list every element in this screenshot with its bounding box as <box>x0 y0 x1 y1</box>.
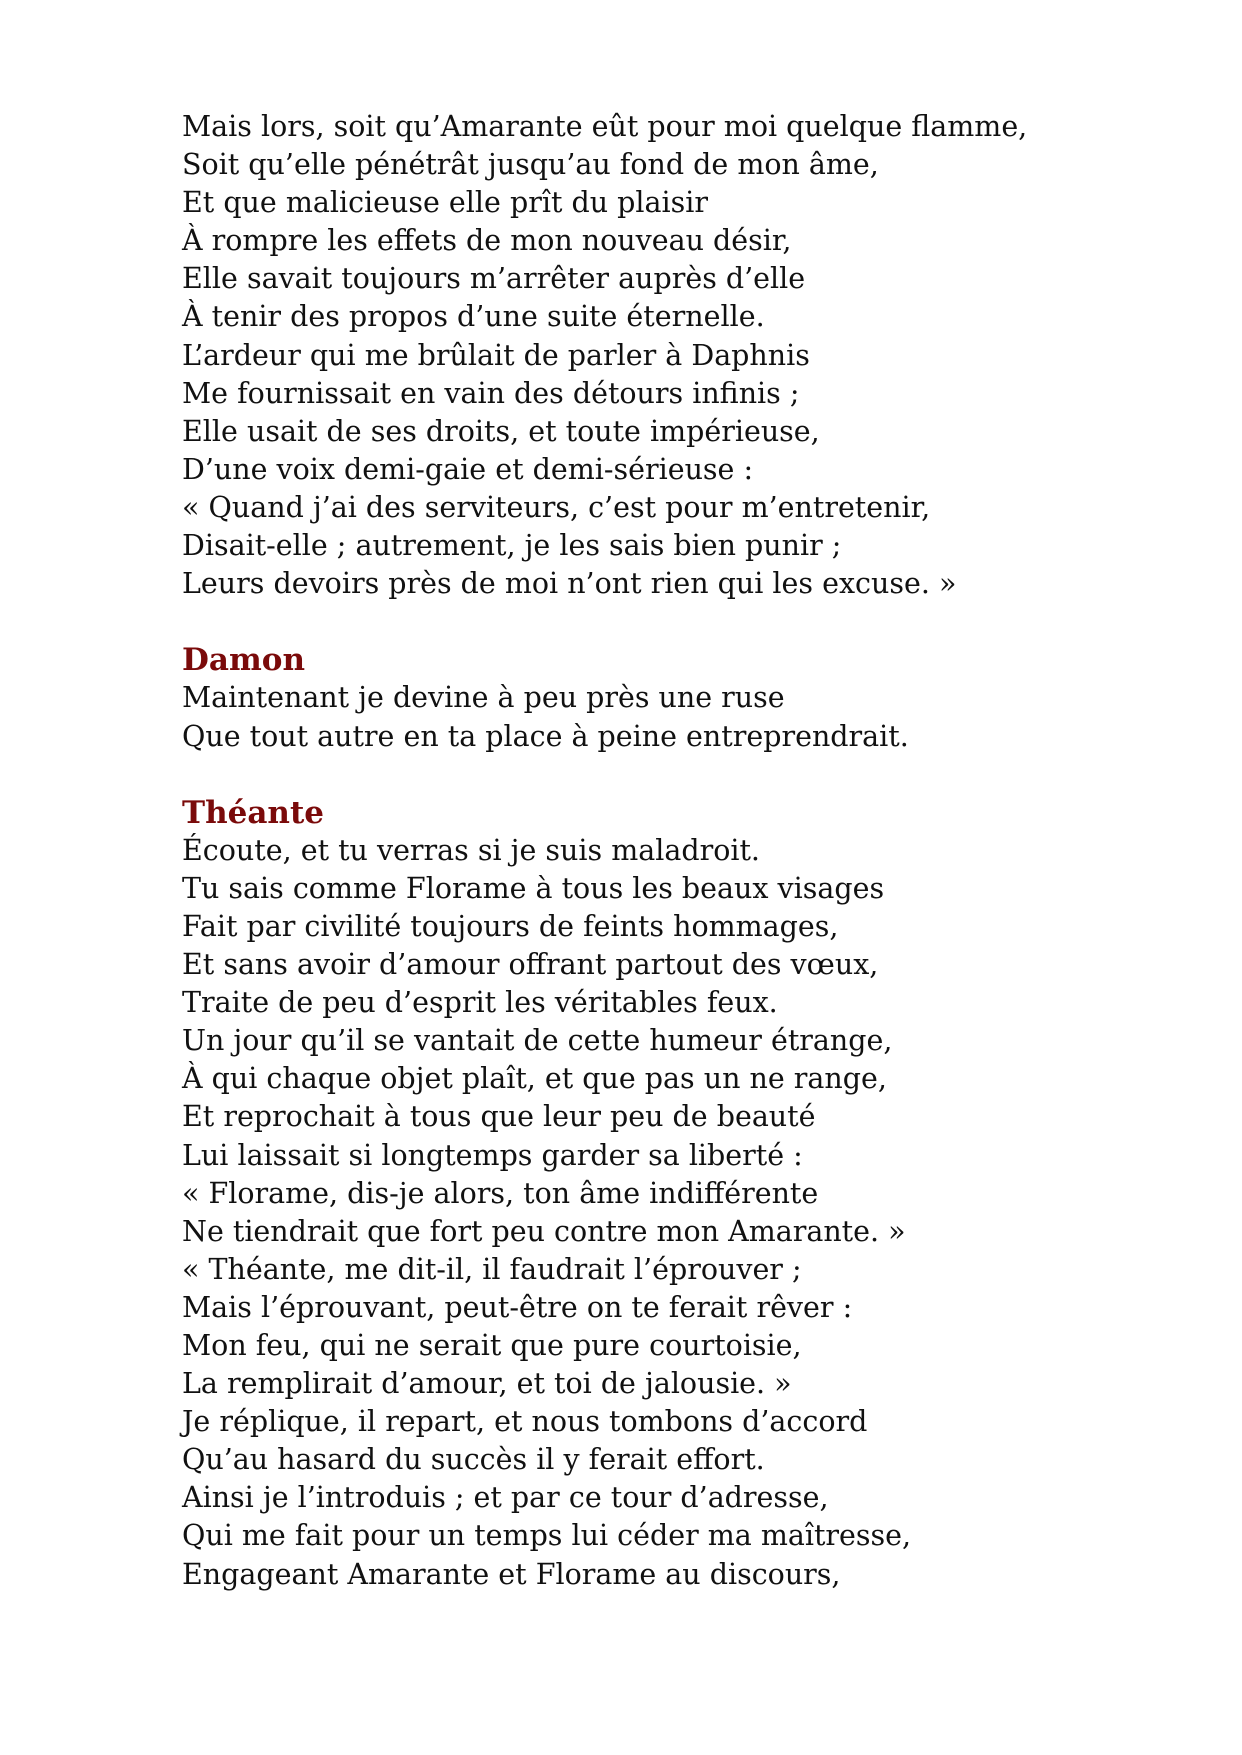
verse-line: L’ardeur qui me brûlait de parler à Daphnis <box>182 338 810 372</box>
verse-line: Que tout autre en ta place à peine entreprendrait. <box>182 719 909 753</box>
verse-line: Me fournissait en vain des détours infinis ; <box>182 376 800 410</box>
speaker-name-damon: Damon <box>182 642 305 679</box>
verse-line: Mais l’éprouvant, peut-être on te ferait rêver : <box>182 1290 853 1324</box>
damon-speech <box>182 641 1182 755</box>
verse-line: « Théante, me dit-il, il faudrait l’éprouver ; <box>182 1252 802 1286</box>
verse-line: Traite de peu d’esprit les véritables feux. <box>182 986 778 1020</box>
verse-line: Et que malicieuse elle prît du plaisir <box>182 186 708 220</box>
verse-line: « Florame, dis-je alors, ton âme indifférente <box>182 1176 819 1210</box>
verse-line: Je réplique, il repart, et nous tombons d’accord <box>182 1405 868 1439</box>
speaker-name-theante: Théante <box>182 794 324 831</box>
verse-line: D’une voix demi-gaie et demi-sérieuse : <box>182 452 754 486</box>
verse-line: Elle savait toujours m’arrêter auprès d’elle <box>182 262 806 296</box>
verse-line: La remplirait d’amour, et toi de jalousie. » <box>182 1367 792 1401</box>
verse-line: Elle usait de ses droits, et toute impérieuse, <box>182 414 820 448</box>
verse-line: Disait-elle ; autrement, je les sais bien punir ; <box>182 529 842 563</box>
verse-line: Et sans avoir d’amour offrant partout des vœux, <box>182 948 879 982</box>
verse-line: Qui me fait pour un temps lui céder ma maîtresse, <box>182 1519 912 1553</box>
verse-line: Ainsi je l’introduis ; et par ce tour d’adresse, <box>182 1481 829 1515</box>
intro-verse-block <box>182 108 1182 603</box>
verse-line: Écoute, et tu verras si je suis maladroit. <box>182 833 760 867</box>
verse-line: Engageant Amarante et Florame au discours, <box>182 1557 841 1591</box>
verse-line: Mais lors, soit qu’Amarante eût pour moi quelque flamme, <box>182 110 1028 143</box>
stanza-gap <box>182 756 1182 794</box>
theante-speech <box>182 794 1182 1594</box>
verse-line: Leurs devoirs près de moi n’ont rien qui les excuse. » <box>182 567 957 601</box>
verse-line: « Quand j’ai des serviteurs, c’est pour m’entretenir, <box>182 490 931 524</box>
verse-line: Ne tiendrait que fort peu contre mon Amarante. » <box>182 1214 906 1248</box>
play-text-page <box>182 108 1182 1594</box>
verse-line: À qui chaque objet plaît, et que pas un ne range, <box>182 1062 887 1096</box>
verse-line: Mon feu, qui ne serait que pure courtoisie, <box>182 1329 802 1362</box>
verse-line: Et reprochait à tous que leur peu de beauté <box>182 1100 816 1134</box>
verse-line: À rompre les effets de mon nouveau désir, <box>182 224 792 258</box>
verse-line: Tu sais comme Florame à tous les beaux visages <box>182 871 885 905</box>
stanza-gap <box>182 603 1182 641</box>
verse-line: Lui laissait si longtemps garder sa liberté : <box>182 1138 803 1172</box>
verse-line: Soit qu’elle pénétrât jusqu’au fond de mon âme, <box>182 148 879 182</box>
verse-line: Un jour qu’il se vantait de cette humeur étrange, <box>182 1024 893 1058</box>
verse-line: Qu’au hasard du succès il y ferait effort. <box>182 1443 765 1477</box>
verse-line: Fait par civilité toujours de feints hommages, <box>182 909 839 943</box>
verse-line: À tenir des propos d’une suite éternelle. <box>182 300 765 334</box>
verse-line: Maintenant je devine à peu près une ruse <box>182 681 785 715</box>
